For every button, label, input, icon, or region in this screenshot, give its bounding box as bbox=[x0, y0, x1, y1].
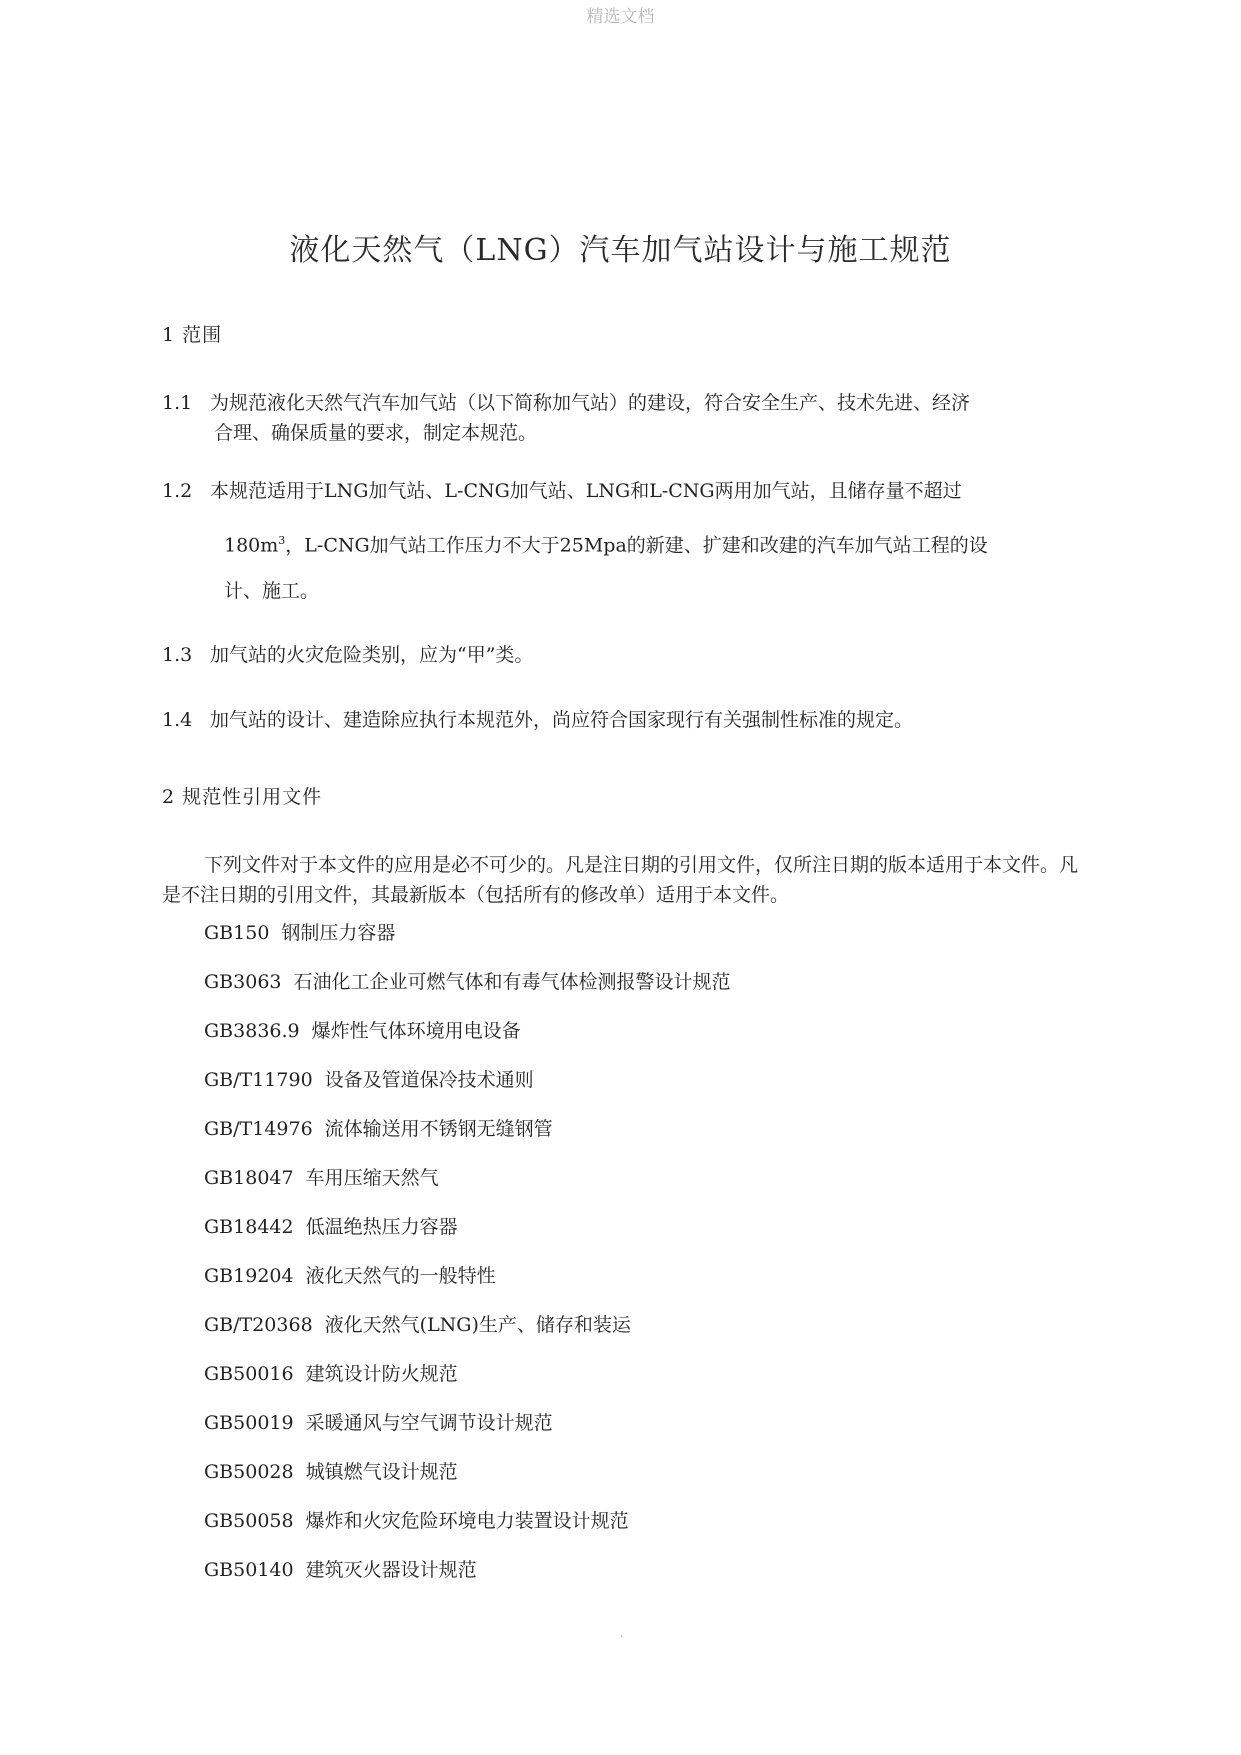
item-text: 加气站的火灾危险类别，应为“甲”类。 bbox=[210, 644, 534, 666]
reference-title: 液化天然气(LNG)生产、储存和装运 bbox=[324, 1314, 631, 1336]
reference-title: 设备及管道保冷技术通则 bbox=[324, 1069, 534, 1091]
item-1-2-cont bbox=[224, 526, 988, 560]
reference-item bbox=[204, 1359, 458, 1389]
item-1-2 bbox=[162, 476, 962, 506]
reference-title: 爆炸和火灾危险环境电力装置设计规范 bbox=[305, 1510, 629, 1532]
item-number: 1.2 bbox=[162, 480, 193, 502]
reference-code: GB50140 bbox=[204, 1559, 294, 1581]
reference-code: GB3063 bbox=[204, 971, 282, 993]
item-1-2-cont2: 计、施工。 bbox=[224, 580, 320, 602]
item-number: 1.3 bbox=[162, 644, 193, 666]
reference-item bbox=[204, 1016, 521, 1046]
superscript: 3 bbox=[278, 534, 286, 547]
section-2-heading: 2 规范性引用文件 bbox=[162, 786, 323, 808]
reference-code: GB50019 bbox=[204, 1412, 294, 1434]
reference-code: GB50016 bbox=[204, 1363, 294, 1385]
reference-code: GB/T20368 bbox=[204, 1314, 313, 1336]
reference-code: GB3836.9 bbox=[204, 1020, 300, 1042]
footer-mark: · bbox=[620, 1632, 624, 1643]
watermark: 精选文档 bbox=[586, 7, 655, 27]
reference-code: GB19204 bbox=[204, 1265, 294, 1287]
reference-item bbox=[204, 1555, 477, 1585]
item-1-4 bbox=[162, 705, 913, 735]
document-title: 液化天然气（LNG）汽车加气站设计与施工规范 bbox=[289, 233, 952, 268]
item-number: 1.4 bbox=[162, 709, 193, 731]
reference-code: GB/T11790 bbox=[204, 1069, 313, 1091]
reference-title: 爆炸性气体环境用电设备 bbox=[311, 1020, 521, 1042]
reference-item bbox=[204, 1163, 439, 1193]
reference-title: 采暖通风与空气调节设计规范 bbox=[305, 1412, 553, 1434]
reference-title: 液化天然气的一般特性 bbox=[305, 1265, 496, 1287]
reference-item bbox=[204, 1212, 458, 1242]
reference-title: 低温绝热压力容器 bbox=[305, 1216, 458, 1238]
reference-title: 石油化工企业可燃气体和有毒气体检测报警设计规范 bbox=[293, 971, 731, 993]
item-1-1-cont: 合理、确保质量的要求，制定本规范。 bbox=[214, 422, 538, 444]
item-1-3 bbox=[162, 640, 533, 670]
storage-volume: 180m bbox=[224, 534, 279, 557]
reference-title: 建筑设计防火规范 bbox=[305, 1363, 458, 1385]
item-text: 为规范液化天然气汽车加气站（以下简称加气站）的建设，符合安全生产、技术先进、经济 bbox=[210, 392, 971, 414]
reference-title: 流体输送用不锈钢无缝钢管 bbox=[324, 1118, 553, 1140]
reference-code: GB/T14976 bbox=[204, 1118, 313, 1140]
reference-title: 车用压缩天然气 bbox=[305, 1167, 439, 1189]
item-text: 本规范适用于LNG加气站、L-CNG加气站、LNG和L-CNG两用加气站，且储存量不超过 bbox=[210, 480, 962, 502]
reference-item bbox=[204, 1261, 496, 1291]
section-2-intro: 下列文件对于本文件的应用是必不可少的。凡是注日期的引用文件，仅所注日期的版本适用于本文件。凡是不注日期的引用文件，其最新版本（包括所有的修改单）适用于本文件。 bbox=[162, 854, 1079, 906]
reference-item bbox=[204, 918, 395, 948]
reference-item bbox=[204, 1457, 458, 1487]
reference-title: 钢制压力容器 bbox=[281, 922, 396, 944]
reference-item bbox=[204, 1310, 631, 1340]
reference-code: GB50028 bbox=[204, 1461, 294, 1483]
reference-title: 城镇燃气设计规范 bbox=[305, 1461, 458, 1483]
reference-item bbox=[204, 1114, 553, 1144]
reference-code: GB18047 bbox=[204, 1167, 294, 1189]
reference-code: GB150 bbox=[204, 922, 270, 944]
reference-code: GB50058 bbox=[204, 1510, 294, 1532]
item-number: 1.1 bbox=[162, 392, 193, 414]
section-1-heading: 1 范围 bbox=[162, 324, 223, 346]
reference-item bbox=[204, 967, 731, 997]
reference-item bbox=[204, 1065, 534, 1095]
item-text: ，L-CNG加气站工作压力不大于25Mpa的新建、扩建和改建的汽车加气站工程的设 bbox=[285, 534, 988, 557]
reference-code: GB18442 bbox=[204, 1216, 294, 1238]
reference-item bbox=[204, 1506, 629, 1536]
item-1-1 bbox=[162, 388, 970, 418]
item-text: 加气站的设计、建造除应执行本规范外，尚应符合国家现行有关强制性标准的规定。 bbox=[210, 709, 914, 731]
reference-title: 建筑灭火器设计规范 bbox=[305, 1559, 477, 1581]
reference-item bbox=[204, 1408, 553, 1438]
